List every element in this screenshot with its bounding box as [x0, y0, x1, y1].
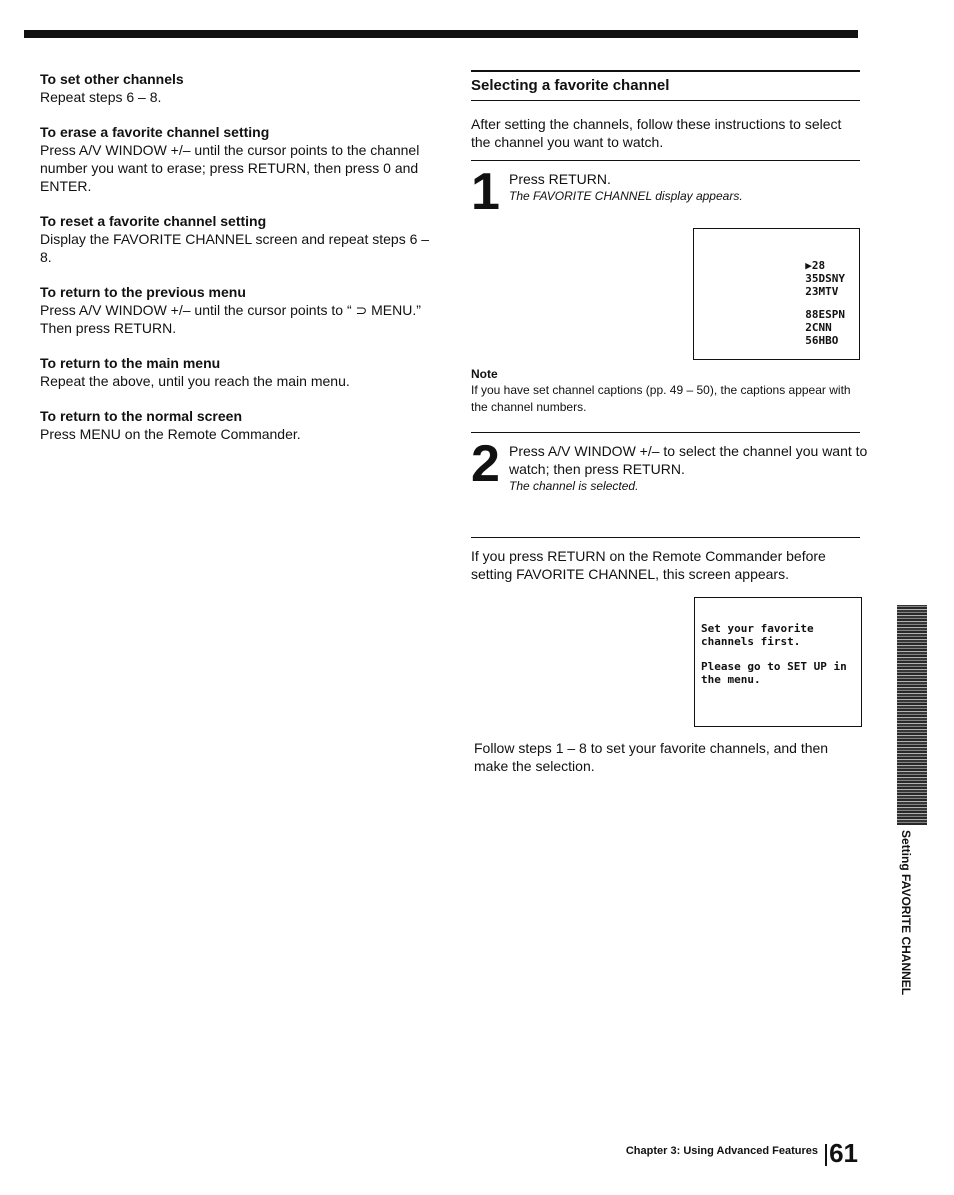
note-block: [471, 366, 860, 416]
channel-item: ▶28: [805, 259, 826, 272]
channel-item: 23MTV: [805, 285, 839, 298]
section-body: Repeat steps 6 – 8.: [40, 89, 162, 105]
section-heading: To return to the main menu: [40, 355, 221, 371]
page-number: 61: [829, 1138, 858, 1168]
step-number: 1: [471, 163, 500, 221]
section-return-main: [40, 354, 430, 390]
channel-item: 2CNN: [805, 321, 832, 334]
side-tab-label: Setting FAVORITE CHANNEL: [899, 830, 913, 996]
note-heading: Note: [471, 367, 498, 381]
step-text: Press A/V WINDOW +/– to select the channel you want to watch; then press RETURN.: [509, 443, 868, 477]
section-reset-favorite: [40, 212, 430, 266]
step1-rule: [471, 160, 860, 161]
section-erase-favorite: [40, 123, 430, 195]
section-body: Repeat the above, until you reach the main menu.: [40, 373, 350, 389]
step-text: Press RETURN.: [509, 171, 611, 187]
note-text: If you have set channel captions (pp. 49 – 50), the captions appear with the channel numbers.: [471, 383, 851, 414]
setup-required-screen: [694, 597, 862, 727]
screen-message-1: Set your favorite channels first.: [701, 622, 814, 648]
section-heading: To return to the normal screen: [40, 408, 242, 424]
section-return-previous: [40, 283, 430, 337]
section-rule: [471, 70, 860, 72]
channel-item: 56HBO: [805, 334, 839, 347]
section-set-other-channels: [40, 70, 430, 106]
step-1: [471, 163, 889, 221]
section-body: Press MENU on the Remote Commander.: [40, 426, 301, 442]
section-heading: To erase a favorite channel setting: [40, 124, 270, 140]
follow-text: Follow steps 1 – 8 to set your favorite channels, and then make the selection.: [474, 740, 829, 774]
warning-intro: If you press RETURN on the Remote Commander before setting FAVORITE CHANNEL, this screen appears.: [471, 548, 826, 582]
section-heading: To return to the previous menu: [40, 284, 246, 300]
section-heading: To set other channels: [40, 71, 184, 87]
channel-list: [805, 259, 845, 347]
favorite-channel-screen: [693, 228, 860, 360]
right-column: [471, 70, 860, 151]
section-return-normal: [40, 407, 430, 443]
step-number: 2: [471, 435, 500, 493]
section-heading: To reset a favorite channel setting: [40, 213, 267, 229]
section-body-2: Then press RETURN.: [40, 320, 177, 336]
section-body: Display the FAVORITE CHANNEL screen and repeat steps 6 – 8.: [40, 231, 430, 265]
channel-item: 35DSNY: [805, 272, 845, 285]
warning-rule: [471, 537, 860, 538]
page-footer: [625, 1138, 860, 1170]
section-body: Press A/V WINDOW +/– until the cursor points to the channel number you want to erase; press RETURN, then press 0 and ENTER.: [40, 142, 420, 194]
screen-message-2: Please go to SET UP in the menu.: [701, 660, 847, 686]
step-result: The FAVORITE CHANNEL display appears.: [509, 189, 743, 203]
footer-divider: [825, 1144, 827, 1166]
side-tab-graphic: [897, 605, 927, 825]
section-body: Press A/V WINDOW +/– until the cursor points to “ ⊃ MENU.”: [40, 302, 421, 318]
section-title: Selecting a favorite channel: [471, 77, 670, 94]
step-2: [471, 435, 889, 494]
intro-text: After setting the channels, follow these instructions to select the channel you want to watch.: [471, 116, 842, 150]
step2-rule: [471, 432, 860, 433]
top-rule: [24, 30, 858, 38]
left-column: [40, 70, 430, 460]
title-underline: [471, 100, 860, 101]
channel-item: 88ESPN: [805, 308, 845, 321]
step-result: The channel is selected.: [509, 479, 639, 493]
chapter-title: Chapter 3: Using Advanced Features: [625, 1145, 818, 1157]
